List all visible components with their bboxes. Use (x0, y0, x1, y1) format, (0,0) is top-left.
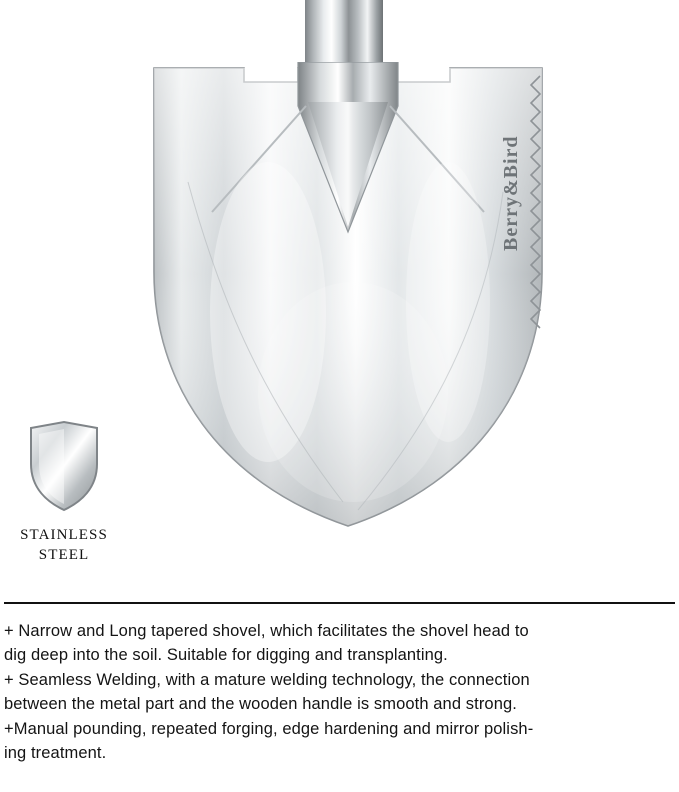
description-line: ing treatment. (4, 744, 107, 763)
shovel-blade (148, 62, 548, 532)
description-line: between the metal part and the wooden handle is smooth and strong. (4, 695, 517, 714)
description-line: +Manual pounding, repeated forging, edge hardening and mirror polish- (4, 719, 534, 738)
badge-line-2: STEEL (38, 547, 90, 564)
badge-caption (14, 525, 114, 566)
shield-icon (25, 420, 103, 512)
description-line: dig deep into the soil. Suitable for digging and transplanting. (4, 646, 448, 665)
section-divider (4, 602, 675, 604)
feature-description (4, 620, 664, 767)
shovel-blade-graphic (148, 62, 548, 532)
badge-line-1: STAINLESS (20, 527, 108, 543)
description-line: + Seamless Welding, with a mature welding technology, the connection (4, 670, 530, 689)
brand-engraving: Berry&Bird (500, 135, 522, 251)
highlight-center (258, 282, 448, 502)
description-line: + Narrow and Long tapered shovel, which facilitates the shovel head to (4, 622, 529, 640)
stainless-steel-badge (14, 420, 114, 566)
